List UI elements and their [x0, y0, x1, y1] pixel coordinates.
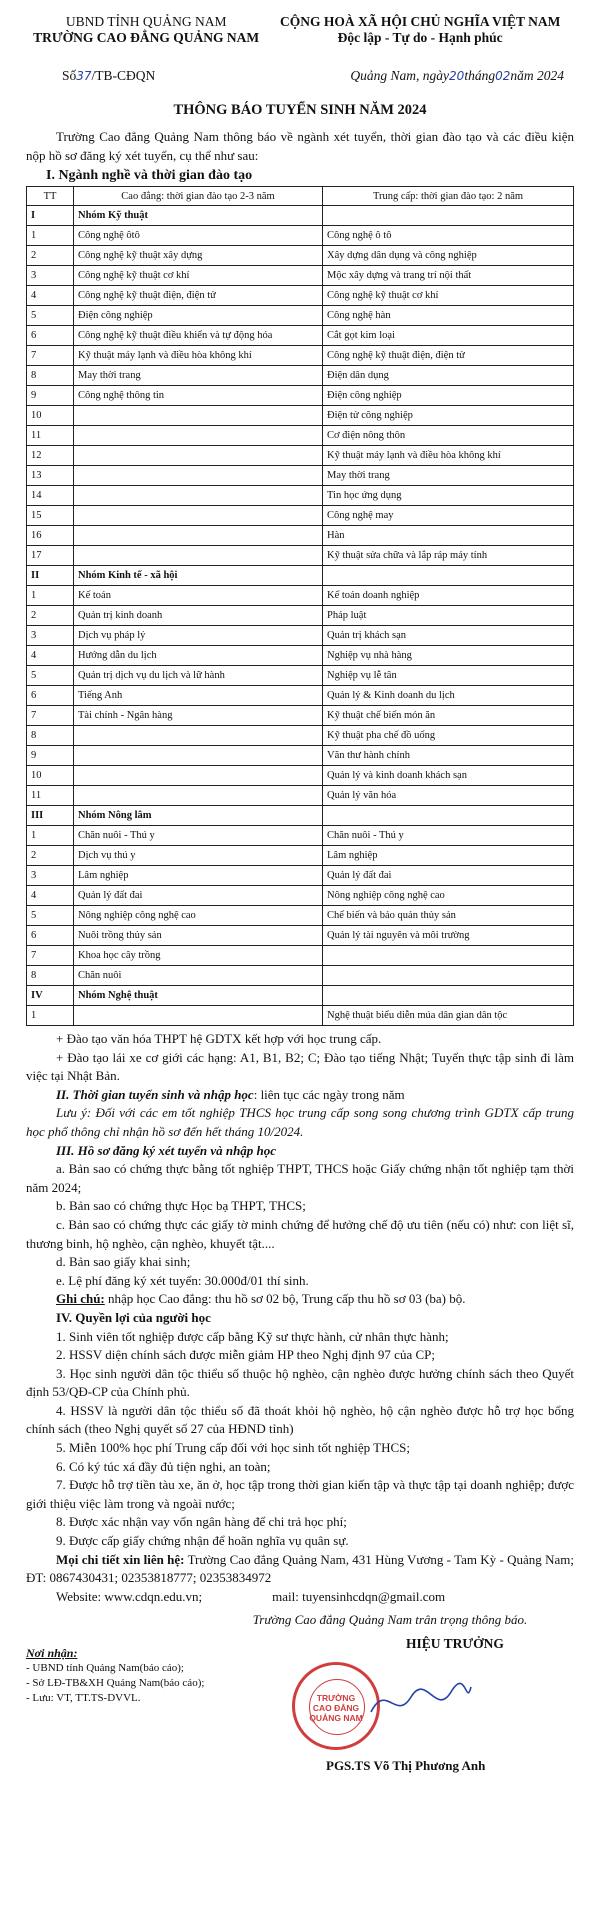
cell-tt: 1 [27, 1006, 74, 1026]
benefit-5: 5. Miễn 100% học phí Trung cấp đối với học sinh tốt nghiệp THCS; [56, 1440, 411, 1456]
cell-intermediate: Quản trị khách sạn [323, 626, 574, 646]
cell-college: Nông nghiệp công nghệ cao [74, 906, 323, 926]
cell-college: Chăn nuôi [74, 966, 323, 986]
cell-intermediate: Lâm nghiệp [323, 846, 574, 866]
stamp-line-3: QUẢNG NAM [309, 1713, 363, 1724]
cell-tt: 5 [27, 906, 74, 926]
recipients-title: Nơi nhận: [26, 1646, 78, 1661]
table-group-row [27, 566, 574, 586]
recipients-block [26, 1646, 204, 1706]
table-row [27, 606, 574, 626]
cell-tt: 5 [27, 666, 74, 686]
intro-paragraph: Trường Cao đẳng Quảng Nam thông báo về ngành xét tuyển, thời gian đào tạo và các điều kiện nộp hồ sơ đăng ký xét tuyển, cụ thể như sau: [26, 129, 574, 163]
table-row [27, 706, 574, 726]
ghi-chu [26, 1290, 574, 1309]
table-row [27, 266, 574, 286]
cell-tt: 6 [27, 926, 74, 946]
note-gdtx: + Đào tạo văn hóa THPT hệ GDTX kết hợp với học trung cấp. [56, 1031, 382, 1046]
document-header [26, 14, 574, 46]
stamp-text [295, 1693, 377, 1723]
contact-info [26, 1551, 574, 1588]
cell-tt: 14 [27, 486, 74, 506]
programs-table [26, 186, 574, 1026]
cell-tt: III [27, 806, 74, 826]
cell-tt: 2 [27, 246, 74, 266]
table-row [27, 746, 574, 766]
header-college: Cao đẳng: thời gian đào tạo 2-3 năm [74, 187, 323, 206]
note-driving: + Đào tạo lái xe cơ giới các hạng: A1, B1, B2; C; Đào tạo tiếng Nhật; Tuyển thực tập sinh đi làm việc tại Nhật Bản. [26, 1049, 574, 1084]
cell-college: Kỹ thuật máy lạnh và điều hòa không khí [74, 346, 323, 366]
cell-intermediate: Quản lý văn hóa [323, 786, 574, 806]
cell-college [74, 526, 323, 546]
cell-tt: II [27, 566, 74, 586]
cell-intermediate: Kỹ thuật pha chế đồ uống [323, 726, 574, 746]
contact-text: Trường Cao đẳng Quảng Nam, 431 Hùng Vương - Tam Kỳ - Quảng Nam; ĐT: 0867430431; 02353818777; 02353834972 [26, 1551, 574, 1586]
section-3-heading: III. Hồ sơ đăng ký xét tuyển và nhập học [56, 1142, 277, 1158]
header-tt: TT [27, 187, 74, 206]
table-row [27, 446, 574, 466]
section-2-heading: II. Thời gian tuyển sinh và nhập học [56, 1086, 254, 1102]
cell-tt: 6 [27, 686, 74, 706]
cell-tt: 9 [27, 386, 74, 406]
cell-college: Công nghệ thông tin [74, 386, 323, 406]
cell-college: Dịch vụ pháp lý [74, 626, 323, 646]
table-group-row [27, 806, 574, 826]
cell-college: Điện công nghiệp [74, 306, 323, 326]
closing-line: Trường Cao đẳng Quảng Nam trân trọng thông báo. [252, 1612, 528, 1628]
cell-college: Tài chính - Ngân hàng [74, 706, 323, 726]
cell-intermediate: Quản lý đất đai [323, 866, 574, 886]
table-row [27, 866, 574, 886]
cell-intermediate [323, 966, 574, 986]
cell-intermediate: Công nghệ kỹ thuật điện, điện tử [323, 346, 574, 366]
cell-tt: 8 [27, 966, 74, 986]
table-row [27, 946, 574, 966]
cell-intermediate: Quản lý tài nguyên và môi trường [323, 926, 574, 946]
table-row [27, 726, 574, 746]
cell-tt: 6 [27, 326, 74, 346]
cell-intermediate [323, 986, 574, 1006]
number-date-line [26, 68, 574, 84]
cell-tt: 5 [27, 306, 74, 326]
cell-tt: 3 [27, 866, 74, 886]
table-row [27, 646, 574, 666]
email-link[interactable]: mail: tuyensinhcdqn@gmail.com [272, 1588, 446, 1604]
cell-college: Dịch vụ thú y [74, 846, 323, 866]
table-row [27, 306, 574, 326]
cell-college: Công nghệ kỹ thuật xây dựng [74, 246, 323, 266]
cell-intermediate [323, 206, 574, 226]
doc-date [350, 68, 564, 84]
motto: Độc lập - Tự do - Hạnh phúc [337, 30, 503, 45]
cell-intermediate: Quản lý & Kinh doanh du lịch [323, 686, 574, 706]
table-row [27, 826, 574, 846]
cell-college: Chăn nuôi - Thú y [74, 826, 323, 846]
cell-intermediate: Chăn nuôi - Thú y [323, 826, 574, 846]
table-group-row [27, 986, 574, 1006]
national-motto-block [266, 14, 574, 46]
date-year: năm 2024 [510, 68, 564, 83]
issuer-block [26, 14, 266, 46]
handwritten-signature [366, 1672, 476, 1732]
doc-a: a. Bản sao có chứng thực bằng tốt nghiệp THPT, THCS hoặc Giấy chứng nhận tốt nghiệp tạm thời năm 2024; [26, 1161, 574, 1195]
cell-tt: 11 [27, 786, 74, 806]
cell-intermediate: Điện công nghiệp [323, 386, 574, 406]
table-row [27, 766, 574, 786]
cell-college [74, 426, 323, 446]
table-row [27, 586, 574, 606]
cell-intermediate: Pháp luật [323, 606, 574, 626]
table-row [27, 626, 574, 646]
cell-tt: 16 [27, 526, 74, 546]
cell-college: Nhóm Kỹ thuật [74, 206, 323, 226]
website-link[interactable]: Website: www.cdqn.edu.vn; [56, 1588, 203, 1604]
table-row [27, 846, 574, 866]
recipient-item: - UBND tỉnh Quảng Nam(báo cáo); [26, 1662, 184, 1675]
table-row [27, 546, 574, 566]
benefit-4: 4. HSSV là người dân tộc thiểu số đã thoát khỏi hộ nghèo, hộ cận nghèo được hỗ trợ học bổng chính sách (theo Nghị quyết số 27 của HĐND tỉnh) [26, 1402, 574, 1437]
cell-intermediate: Điện tử công nghiệp [323, 406, 574, 426]
cell-intermediate: Chế biến và bảo quản thủy sản [323, 906, 574, 926]
cell-tt: IV [27, 986, 74, 1006]
cell-tt: 12 [27, 446, 74, 466]
cell-tt: 1 [27, 826, 74, 846]
country-name: CỘNG HOÀ XÃ HỘI CHỦ NGHĨA VIỆT NAM [279, 14, 561, 29]
contact-label: Mọi chi tiết xin liên hệ: [56, 1551, 185, 1567]
cell-college [74, 406, 323, 426]
signer-title: HIỆU TRƯỞNG [406, 1636, 504, 1652]
table-row [27, 686, 574, 706]
cell-intermediate: Cắt gọt kim loại [323, 326, 574, 346]
cell-intermediate: Nghiệp vụ lễ tân [323, 666, 574, 686]
cell-college: Công nghệ kỹ thuật điều khiển và tự động hóa [74, 326, 323, 346]
table-row [27, 226, 574, 246]
section-2-note: Lưu ý: Đối với các em tốt nghiệp THCS học trung cấp song song chương trình GDTX cấp trung học phổ thông chỉ nhận hồ sơ đến hết tháng 10/2024. [26, 1105, 574, 1139]
table-row [27, 1006, 574, 1026]
table-row [27, 666, 574, 686]
date-month-label: tháng [464, 68, 496, 83]
table-row [27, 486, 574, 506]
recipient-item: - Lưu: VT, TT.TS-DVVL. [26, 1692, 141, 1705]
cell-tt: 11 [27, 426, 74, 446]
cell-intermediate: Tin học ứng dụng [323, 486, 574, 506]
cell-tt: 10 [27, 766, 74, 786]
benefit-3: 3. Học sinh người dân tộc thiểu số thuộc hộ nghèo, cận nghèo được hưởng chính sách theo Quyết định 53/QĐ-CP của Chính phủ. [26, 1365, 574, 1400]
doc-number-prefix: Số [62, 68, 77, 83]
cell-tt: 7 [27, 946, 74, 966]
signer-name: PGS.TS Võ Thị Phương Anh [326, 1758, 486, 1774]
cell-intermediate: Công nghệ ô tô [323, 226, 574, 246]
table-row [27, 966, 574, 986]
cell-college: May thời trang [74, 366, 323, 386]
cell-intermediate: Nông nghiệp công nghệ cao [323, 886, 574, 906]
doc-e: e. Lệ phí đăng ký xét tuyển: 30.000đ/01 thí sinh. [56, 1272, 309, 1288]
issuer-parent: UBND TỈNH QUẢNG NAM [65, 14, 227, 29]
table-row [27, 286, 574, 306]
cell-intermediate: Kế toán doanh nghiệp [323, 586, 574, 606]
document-title: THÔNG BÁO TUYỂN SINH NĂM 2024 [173, 102, 427, 118]
table-row [27, 506, 574, 526]
cell-tt: 13 [27, 466, 74, 486]
cell-college: Công nghệ kỹ thuật điện, điện tử [74, 286, 323, 306]
cell-college [74, 546, 323, 566]
cell-tt: 7 [27, 346, 74, 366]
table-row [27, 246, 574, 266]
doc-b: b. Bản sao có chứng thực Học bạ THPT, THCS; [56, 1198, 306, 1214]
header-intermediate: Trung cấp: thời gian đào tạo: 2 năm [323, 187, 574, 206]
cell-intermediate: Kỹ thuật máy lạnh và điều hòa không khí [323, 446, 574, 466]
cell-college: Công nghệ kỹ thuật cơ khí [74, 266, 323, 286]
table-row [27, 386, 574, 406]
doc-c: c. Bản sao có chứng thực các giấy tờ minh chứng để hưởng chế độ ưu tiên (nếu có) như: con liệt sĩ, thương binh, hộ nghèo, cận nghèo, khuyết tật.... [26, 1216, 574, 1251]
cell-college: Khoa học cây trồng [74, 946, 323, 966]
cell-intermediate: Nghiệp vụ nhà hàng [323, 646, 574, 666]
cell-tt: 3 [27, 626, 74, 646]
cell-college [74, 446, 323, 466]
cell-college: Nuôi trồng thủy sản [74, 926, 323, 946]
cell-college: Quản trị kinh doanh [74, 606, 323, 626]
date-month: 02 [495, 69, 511, 83]
cell-college: Quản trị dịch vụ du lịch và lữ hành [74, 666, 323, 686]
doc-d: d. Bản sao giấy khai sinh; [56, 1254, 191, 1270]
doc-number-suffix: /TB-CĐQN [91, 68, 156, 83]
cell-college [74, 766, 323, 786]
table-row [27, 326, 574, 346]
cell-college [74, 506, 323, 526]
cell-college: Nhóm Kinh tế - xã hội [74, 566, 323, 586]
cell-intermediate [323, 566, 574, 586]
notes-section [26, 1030, 574, 1606]
date-prefix: Quảng Nam, ngày [350, 68, 450, 83]
stamp-line-2: CAO ĐẲNG [312, 1703, 360, 1714]
issuer-name: TRƯỜNG CAO ĐẲNG QUẢNG NAM [33, 30, 260, 45]
cell-intermediate: Văn thư hành chính [323, 746, 574, 766]
cell-tt: 7 [27, 706, 74, 726]
section-2 [26, 1086, 574, 1105]
cell-college: Tiếng Anh [74, 686, 323, 706]
cell-intermediate: Quản lý và kinh doanh khách sạn [323, 766, 574, 786]
ghi-chu-text: nhập học Cao đẳng: thu hồ sơ 02 bộ, Trung cấp thu hồ sơ 03 (ba) bộ. [104, 1291, 466, 1307]
cell-tt: 1 [27, 226, 74, 246]
table-row [27, 366, 574, 386]
date-day: 20 [449, 69, 465, 83]
cell-intermediate: May thời trang [323, 466, 574, 486]
cell-college: Nhóm Nghệ thuật [74, 986, 323, 1006]
section-2-body: : liên tục các ngày trong năm [253, 1086, 405, 1102]
cell-college [74, 726, 323, 746]
cell-tt: 10 [27, 406, 74, 426]
section-4-heading: IV. Quyền lợi của người học [56, 1309, 211, 1325]
table-row [27, 886, 574, 906]
table-header-row [27, 187, 574, 206]
table-row [27, 426, 574, 446]
cell-intermediate: Kỹ thuật sửa chữa và lắp ráp máy tính [323, 546, 574, 566]
cell-intermediate: Công nghệ kỹ thuật cơ khí [323, 286, 574, 306]
cell-tt: 8 [27, 366, 74, 386]
table-row [27, 526, 574, 546]
cell-college [74, 486, 323, 506]
cell-tt: 2 [27, 846, 74, 866]
cell-tt: 4 [27, 286, 74, 306]
cell-intermediate [323, 946, 574, 966]
cell-tt: 15 [27, 506, 74, 526]
cell-intermediate: Điện dân dụng [323, 366, 574, 386]
cell-intermediate: Nghệ thuật biểu diễn múa dân gian dân tộc [323, 1006, 574, 1026]
web-mail [26, 1588, 574, 1607]
cell-intermediate: Mộc xây dựng và trang trí nội thất [323, 266, 574, 286]
benefit-8: 8. Được xác nhận vay vốn ngân hàng để chi trả học phí; [56, 1514, 347, 1530]
section-1-heading: I. Ngành nghề và thời gian đào tạo [46, 168, 253, 183]
cell-college: Quản lý đất đai [74, 886, 323, 906]
cell-college [74, 786, 323, 806]
cell-tt: I [27, 206, 74, 226]
cell-tt: 3 [27, 266, 74, 286]
cell-tt: 9 [27, 746, 74, 766]
cell-tt: 4 [27, 646, 74, 666]
cell-college: Công nghệ ôtô [74, 226, 323, 246]
cell-college: Nhóm Nông lâm [74, 806, 323, 826]
cell-intermediate: Xây dựng dân dụng và công nghiệp [323, 246, 574, 266]
benefit-2: 2. HSSV diện chính sách được miễn giảm HP theo Nghị định 97 của CP; [56, 1347, 435, 1363]
table-row [27, 906, 574, 926]
table-row [27, 466, 574, 486]
doc-number-handwritten: 37 [76, 69, 92, 83]
table-row [27, 786, 574, 806]
cell-intermediate: Công nghệ hàn [323, 306, 574, 326]
cell-tt: 2 [27, 606, 74, 626]
doc-number [62, 68, 155, 84]
cell-tt: 17 [27, 546, 74, 566]
table-body [27, 206, 574, 1026]
benefit-6: 6. Có ký túc xá đầy đủ tiện nghi, an toàn; [56, 1458, 271, 1474]
ghi-chu-label: Ghi chú: [56, 1291, 105, 1307]
cell-college: Hướng dẫn du lịch [74, 646, 323, 666]
cell-intermediate [323, 806, 574, 826]
cell-tt: 8 [27, 726, 74, 746]
cell-intermediate: Kỹ thuật chế biến món ăn [323, 706, 574, 726]
cell-college [74, 746, 323, 766]
cell-college: Lâm nghiệp [74, 866, 323, 886]
cell-tt: 4 [27, 886, 74, 906]
cell-intermediate: Công nghệ may [323, 506, 574, 526]
cell-intermediate: Cơ điện nông thôn [323, 426, 574, 446]
stamp-line-1: TRƯỜNG [316, 1693, 356, 1704]
cell-intermediate: Hàn [323, 526, 574, 546]
table-group-row [27, 206, 574, 226]
benefit-1: 1. Sinh viên tốt nghiệp được cấp bằng Kỹ sư thực hành, cử nhân thực hành; [56, 1328, 449, 1344]
benefit-9: 9. Được cấp giấy chứng nhận để hoãn nghĩa vụ quân sự. [56, 1533, 349, 1549]
table-row [27, 406, 574, 426]
table-row [27, 926, 574, 946]
cell-college [74, 466, 323, 486]
cell-tt: 1 [27, 586, 74, 606]
benefit-7: 7. Được hỗ trợ tiền tàu xe, ăn ở, học tập trong thời gian kiến tập và thực tập tại doanh nghiệp; được giới thiệu việc làm trong và ngoài nước; [26, 1477, 574, 1511]
signature-area [26, 1612, 574, 1792]
recipient-item: - Sở LĐ-TB&XH Quảng Nam(báo cáo); [26, 1677, 205, 1690]
table-row [27, 346, 574, 366]
cell-college [74, 1006, 323, 1026]
cell-college: Kế toán [74, 586, 323, 606]
